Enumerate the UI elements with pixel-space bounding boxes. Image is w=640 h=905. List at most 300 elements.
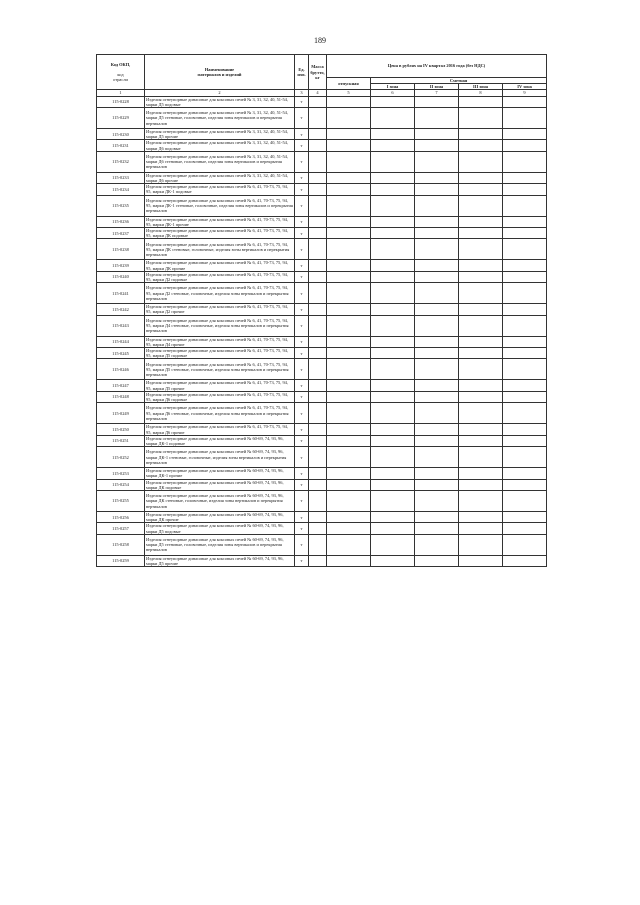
row-price-zone-4: [503, 403, 547, 424]
row-price-otpusk: [327, 555, 371, 566]
row-unit: т: [295, 283, 309, 304]
row-unit: т: [295, 403, 309, 424]
row-name: Изделия огнеупорные динасовые для коксовых печей № 6, 41, 70-73, 75, 94, 95, марки Д4 стеновые, головочные, изделия зоны вертикалов и перекрытия вертикалов: [145, 315, 295, 336]
row-mass: [309, 391, 327, 402]
row-mass: [309, 140, 327, 151]
row-code: 115-0238: [97, 239, 145, 260]
row-price-zone-1: [371, 490, 415, 511]
table-row: [97, 271, 547, 282]
row-price-zone-1: [371, 391, 415, 402]
row-price-zone-2: [415, 359, 459, 380]
row-price-otpusk: [327, 523, 371, 534]
row-price-zone-4: [503, 359, 547, 380]
row-code: 115-0244: [97, 336, 145, 347]
row-code: 115-0247: [97, 380, 145, 391]
row-name: Изделия огнеупорные динасовые для коксовых печей № 6, 41, 70-73, 75, 94, 95, марки Д6 прочие: [145, 424, 295, 435]
row-price-zone-4: [503, 315, 547, 336]
row-code: 115-0228: [97, 96, 145, 107]
row-price-otpusk: [327, 108, 371, 129]
row-price-zone-3: [459, 403, 503, 424]
row-price-zone-3: [459, 534, 503, 555]
row-price-zone-1: [371, 468, 415, 479]
row-price-zone-3: [459, 479, 503, 490]
row-code: 115-0257: [97, 523, 145, 534]
row-code: 115-0240: [97, 271, 145, 282]
header-code: Код ОКП, код отрасли: [97, 55, 145, 90]
row-price-zone-3: [459, 151, 503, 172]
row-mass: [309, 260, 327, 271]
row-price-zone-4: [503, 216, 547, 227]
row-unit: т: [295, 260, 309, 271]
row-price-otpusk: [327, 348, 371, 359]
row-price-zone-1: [371, 172, 415, 183]
table-row: [97, 239, 547, 260]
row-mass: [309, 184, 327, 195]
row-price-zone-2: [415, 403, 459, 424]
row-mass: [309, 523, 327, 534]
row-price-otpusk: [327, 184, 371, 195]
row-code: 115-0250: [97, 424, 145, 435]
row-mass: [309, 304, 327, 315]
header-zone-1: I зона: [371, 84, 415, 90]
header-zone-3: III зона: [459, 84, 503, 90]
table-header: [97, 55, 547, 97]
row-code: 115-0246: [97, 359, 145, 380]
row-mass: [309, 96, 327, 107]
row-unit: т: [295, 172, 309, 183]
row-price-otpusk: [327, 468, 371, 479]
row-price-otpusk: [327, 239, 371, 260]
row-price-zone-3: [459, 315, 503, 336]
row-price-otpusk: [327, 534, 371, 555]
row-unit: т: [295, 108, 309, 129]
row-unit: т: [295, 447, 309, 468]
row-name: Изделия огнеупорные динасовые для коксовых печей № 3, 31, 32, 40, 51-54, марки Д5 подовые: [145, 96, 295, 107]
table-row: [97, 490, 547, 511]
table-row: [97, 479, 547, 490]
table-row: [97, 336, 547, 347]
row-name: Изделия огнеупорные динасовые для коксовых печей № 3, 31, 32, 40, 51-54, марки Д6 подовые: [145, 140, 295, 151]
row-mass: [309, 555, 327, 566]
row-name: Изделия огнеупорные динасовые для коксовых печей № 60-69, 74, 93, 96, марки Д5 прочие: [145, 555, 295, 566]
table-row: [97, 283, 547, 304]
row-price-zone-2: [415, 129, 459, 140]
row-price-zone-4: [503, 468, 547, 479]
row-price-zone-4: [503, 108, 547, 129]
row-price-zone-1: [371, 336, 415, 347]
row-price-zone-2: [415, 468, 459, 479]
row-price-otpusk: [327, 336, 371, 347]
row-mass: [309, 315, 327, 336]
row-code: 115-0241: [97, 283, 145, 304]
row-price-zone-1: [371, 108, 415, 129]
table-row: [97, 304, 547, 315]
row-code: 115-0255: [97, 490, 145, 511]
row-price-zone-1: [371, 140, 415, 151]
row-price-zone-4: [503, 447, 547, 468]
row-price-zone-2: [415, 534, 459, 555]
row-price-otpusk: [327, 447, 371, 468]
row-price-zone-2: [415, 380, 459, 391]
row-code: 115-0232: [97, 151, 145, 172]
row-name: Изделия огнеупорные динасовые для коксовых печей № 6, 41, 70-73, 75, 94, 95, марки ДК-1 подовые: [145, 184, 295, 195]
row-price-zone-1: [371, 359, 415, 380]
table-row: [97, 315, 547, 336]
table-row: [97, 435, 547, 446]
table-row: [97, 523, 547, 534]
row-price-otpusk: [327, 172, 371, 183]
row-mass: [309, 271, 327, 282]
row-mass: [309, 151, 327, 172]
row-unit: т: [295, 195, 309, 216]
row-price-zone-2: [415, 479, 459, 490]
row-mass: [309, 468, 327, 479]
row-mass: [309, 490, 327, 511]
row-price-zone-4: [503, 260, 547, 271]
row-price-otpusk: [327, 479, 371, 490]
row-code: 115-0230: [97, 129, 145, 140]
row-price-zone-4: [503, 424, 547, 435]
row-name: Изделия огнеупорные динасовые для коксовых печей № 60-69, 74, 93, 96, марки ДК-1 прочие: [145, 468, 295, 479]
row-price-zone-2: [415, 523, 459, 534]
row-price-zone-4: [503, 228, 547, 239]
table-row: [97, 108, 547, 129]
row-name: Изделия огнеупорные динасовые для коксовых печей № 60-69, 74, 93, 96, марки ДК-1 подовые: [145, 435, 295, 446]
row-price-zone-1: [371, 239, 415, 260]
row-price-zone-3: [459, 129, 503, 140]
row-price-zone-4: [503, 96, 547, 107]
row-price-zone-1: [371, 283, 415, 304]
row-price-zone-3: [459, 435, 503, 446]
row-name: Изделия огнеупорные динасовые для коксовых печей № 6, 41, 70-73, 75, 94, 95, марки Д5 подовые: [145, 348, 295, 359]
row-code: 115-0256: [97, 511, 145, 522]
row-mass: [309, 447, 327, 468]
row-price-otpusk: [327, 271, 371, 282]
row-mass: [309, 108, 327, 129]
row-mass: [309, 359, 327, 380]
row-price-otpusk: [327, 490, 371, 511]
row-unit: т: [295, 511, 309, 522]
row-name: Изделия огнеупорные динасовые для коксовых печей № 6, 41, 70-73, 75, 94, 95, марки Д2 стеновые, головочные, изделия зоны вертикалов и перекрытия вертикалов: [145, 283, 295, 304]
row-price-zone-4: [503, 172, 547, 183]
column-index: 2: [145, 90, 295, 96]
row-price-zone-2: [415, 315, 459, 336]
row-code: 115-0253: [97, 468, 145, 479]
page-number: 189: [314, 36, 326, 45]
row-code: 115-0229: [97, 108, 145, 129]
row-price-zone-4: [503, 511, 547, 522]
row-price-zone-1: [371, 403, 415, 424]
table-row: [97, 228, 547, 239]
row-code: 115-0258: [97, 534, 145, 555]
row-unit: т: [295, 490, 309, 511]
row-price-zone-4: [503, 271, 547, 282]
row-name: Изделия огнеупорные динасовые для коксовых печей № 6, 41, 70-73, 75, 94, 95, марки ДК стеновые, головочные, изделия зоны вертикалов и перекрытия вертикалов: [145, 239, 295, 260]
row-price-otpusk: [327, 216, 371, 227]
row-price-zone-2: [415, 271, 459, 282]
table-row: [97, 380, 547, 391]
table-row: [97, 129, 547, 140]
price-table: [96, 54, 547, 567]
row-mass: [309, 479, 327, 490]
row-mass: [309, 172, 327, 183]
column-index: 9: [503, 90, 547, 96]
column-index: 1: [97, 90, 145, 96]
row-price-zone-1: [371, 304, 415, 315]
row-price-zone-2: [415, 108, 459, 129]
row-mass: [309, 129, 327, 140]
row-unit: т: [295, 151, 309, 172]
row-code: 115-0235: [97, 195, 145, 216]
row-price-zone-4: [503, 555, 547, 566]
row-mass: [309, 336, 327, 347]
table-row: [97, 555, 547, 566]
column-index: 5: [327, 90, 371, 96]
row-price-zone-4: [503, 239, 547, 260]
row-code: 115-0243: [97, 315, 145, 336]
row-name: Изделия огнеупорные динасовые для коксовых печей № 60-69, 74, 93, 96, марки ДК-1 стеновые, головочные, изделия зоны вертикалов и перекрытия вертикалов: [145, 447, 295, 468]
row-unit: т: [295, 271, 309, 282]
row-price-zone-1: [371, 511, 415, 522]
row-unit: т: [295, 424, 309, 435]
row-unit: т: [295, 96, 309, 107]
row-price-zone-3: [459, 490, 503, 511]
row-code: 115-0233: [97, 172, 145, 183]
column-index: 7: [415, 90, 459, 96]
row-unit: т: [295, 184, 309, 195]
row-mass: [309, 403, 327, 424]
row-price-zone-1: [371, 260, 415, 271]
row-unit: т: [295, 228, 309, 239]
row-price-zone-3: [459, 304, 503, 315]
row-unit: т: [295, 239, 309, 260]
table-row: [97, 534, 547, 555]
row-price-zone-4: [503, 523, 547, 534]
row-price-zone-2: [415, 336, 459, 347]
row-price-zone-3: [459, 216, 503, 227]
row-price-otpusk: [327, 391, 371, 402]
row-price-zone-2: [415, 184, 459, 195]
row-name: Изделия огнеупорные динасовые для коксовых печей № 6, 41, 70-73, 75, 94, 95, марки Д4 прочие: [145, 336, 295, 347]
row-unit: т: [295, 129, 309, 140]
row-code: 115-0231: [97, 140, 145, 151]
row-price-zone-3: [459, 96, 503, 107]
row-mass: [309, 424, 327, 435]
column-index: 4: [309, 90, 327, 96]
row-price-zone-3: [459, 511, 503, 522]
row-price-zone-4: [503, 336, 547, 347]
row-price-zone-2: [415, 435, 459, 446]
row-price-zone-2: [415, 140, 459, 151]
row-price-zone-3: [459, 447, 503, 468]
row-name: Изделия огнеупорные динасовые для коксовых печей № 6, 41, 70-73, 75, 94, 95, марки ДК прочие: [145, 260, 295, 271]
column-index: 3: [295, 90, 309, 96]
row-price-zone-2: [415, 490, 459, 511]
row-price-zone-3: [459, 348, 503, 359]
row-name: Изделия огнеупорные динасовые для коксовых печей № 3, 31, 32, 40, 51-54, марки Д6 прочие: [145, 172, 295, 183]
row-price-otpusk: [327, 283, 371, 304]
row-price-zone-2: [415, 348, 459, 359]
row-price-otpusk: [327, 511, 371, 522]
row-unit: т: [295, 216, 309, 227]
row-price-zone-2: [415, 195, 459, 216]
row-name: Изделия огнеупорные динасовые для коксовых печей № 3, 31, 32, 40, 51-54, марки Д6 стеновые, головочные, изделия зоны вертикалов и перекрытия вертикалов: [145, 151, 295, 172]
row-name: Изделия огнеупорные динасовые для коксовых печей № 60-69, 74, 93, 96, марки ДК стеновые, головочные, изделия зоны вертикалов и перекрытия вертикалов: [145, 490, 295, 511]
row-price-zone-3: [459, 140, 503, 151]
row-name: Изделия огнеупорные динасовые для коксовых печей № 6, 41, 70-73, 75, 94, 95, марки Д5 стеновые, головочные, изделия зоны вертикалов и перекрытия вертикалов: [145, 359, 295, 380]
table-row: [97, 184, 547, 195]
row-name: Изделия огнеупорные динасовые для коксовых печей № 6, 41, 70-73, 75, 94, 95, марки Д5 прочие: [145, 380, 295, 391]
row-unit: т: [295, 380, 309, 391]
row-price-zone-1: [371, 228, 415, 239]
row-price-zone-4: [503, 391, 547, 402]
row-price-zone-2: [415, 151, 459, 172]
row-price-zone-4: [503, 534, 547, 555]
row-price-otpusk: [327, 260, 371, 271]
row-name: Изделия огнеупорные динасовые для коксовых печей № 6, 41, 70-73, 75, 94, 95, марки Д6 подовые: [145, 391, 295, 402]
row-price-zone-1: [371, 447, 415, 468]
table-row: [97, 424, 547, 435]
row-price-zone-2: [415, 96, 459, 107]
row-unit: т: [295, 391, 309, 402]
row-price-zone-3: [459, 380, 503, 391]
table-row: [97, 172, 547, 183]
row-unit: т: [295, 315, 309, 336]
table-row: [97, 140, 547, 151]
row-code: 115-0245: [97, 348, 145, 359]
row-price-zone-1: [371, 435, 415, 446]
row-price-zone-1: [371, 315, 415, 336]
row-code: 115-0251: [97, 435, 145, 446]
row-price-zone-3: [459, 108, 503, 129]
row-price-zone-1: [371, 523, 415, 534]
row-unit: т: [295, 348, 309, 359]
row-code: 115-0239: [97, 260, 145, 271]
row-price-otpusk: [327, 403, 371, 424]
table-row: [97, 403, 547, 424]
row-price-zone-3: [459, 424, 503, 435]
table-row: [97, 348, 547, 359]
row-price-otpusk: [327, 129, 371, 140]
row-price-zone-3: [459, 468, 503, 479]
row-name: Изделия огнеупорные динасовые для коксовых печей № 6, 41, 70-73, 75, 94, 95, марки ДК подовые: [145, 228, 295, 239]
row-code: 115-0234: [97, 184, 145, 195]
row-unit: т: [295, 359, 309, 380]
row-price-zone-3: [459, 271, 503, 282]
table-row: [97, 447, 547, 468]
row-price-otpusk: [327, 435, 371, 446]
header-zone-4: IV зона: [503, 84, 547, 90]
row-mass: [309, 283, 327, 304]
row-mass: [309, 348, 327, 359]
table-row: [97, 195, 547, 216]
table-row: [97, 511, 547, 522]
row-unit: т: [295, 140, 309, 151]
row-name: Изделия огнеупорные динасовые для коксовых печей № 3, 31, 32, 40, 51-54, марки Д5 прочие: [145, 129, 295, 140]
row-price-zone-2: [415, 172, 459, 183]
row-price-zone-2: [415, 447, 459, 468]
row-unit: т: [295, 468, 309, 479]
row-code: 115-0249: [97, 403, 145, 424]
row-mass: [309, 195, 327, 216]
row-price-zone-2: [415, 511, 459, 522]
row-price-zone-4: [503, 151, 547, 172]
row-code: 115-0252: [97, 447, 145, 468]
row-price-zone-3: [459, 260, 503, 271]
row-name: Изделия огнеупорные динасовые для коксовых печей № 6, 41, 70-73, 75, 94, 95, марки ДК-1 стеновые, головочные, изделия зоны вертикалов и перекрытия вертикалов: [145, 195, 295, 216]
row-price-zone-1: [371, 479, 415, 490]
row-price-zone-1: [371, 216, 415, 227]
row-unit: т: [295, 534, 309, 555]
row-price-zone-4: [503, 304, 547, 315]
header-otpusk: отпускная: [327, 78, 371, 90]
row-code: 115-0237: [97, 228, 145, 239]
row-price-zone-1: [371, 195, 415, 216]
row-price-zone-4: [503, 380, 547, 391]
table-row: [97, 359, 547, 380]
row-price-zone-4: [503, 479, 547, 490]
row-price-zone-1: [371, 380, 415, 391]
row-name: Изделия огнеупорные динасовые для коксовых печей № 60-69, 74, 93, 96, марки Д5 стеновые, головочные, изделия зоны вертикалов и перекрытия вертикалов: [145, 534, 295, 555]
row-price-zone-2: [415, 260, 459, 271]
row-mass: [309, 435, 327, 446]
row-code: 115-0248: [97, 391, 145, 402]
row-price-otpusk: [327, 380, 371, 391]
row-code: 115-0259: [97, 555, 145, 566]
table-row: [97, 260, 547, 271]
row-price-zone-3: [459, 172, 503, 183]
row-price-otpusk: [327, 424, 371, 435]
row-price-otpusk: [327, 228, 371, 239]
row-mass: [309, 216, 327, 227]
header-price-title: Цена в рублях на IV квартал 2016 года (без НДС): [327, 55, 547, 78]
row-price-zone-4: [503, 129, 547, 140]
row-price-otpusk: [327, 304, 371, 315]
row-unit: т: [295, 523, 309, 534]
header-mass: Масса брутто, кг: [309, 55, 327, 90]
row-price-zone-4: [503, 435, 547, 446]
row-price-zone-1: [371, 271, 415, 282]
row-price-zone-1: [371, 424, 415, 435]
row-price-zone-3: [459, 195, 503, 216]
row-price-zone-1: [371, 184, 415, 195]
row-price-zone-2: [415, 228, 459, 239]
row-price-zone-4: [503, 184, 547, 195]
row-price-zone-4: [503, 283, 547, 304]
row-mass: [309, 511, 327, 522]
row-name: Изделия огнеупорные динасовые для коксовых печей № 60-69, 74, 93, 96, марки Д5 подовые: [145, 523, 295, 534]
row-price-zone-2: [415, 424, 459, 435]
row-price-otpusk: [327, 195, 371, 216]
row-price-otpusk: [327, 315, 371, 336]
row-price-otpusk: [327, 96, 371, 107]
row-price-zone-4: [503, 348, 547, 359]
row-unit: т: [295, 336, 309, 347]
row-price-zone-3: [459, 283, 503, 304]
row-price-zone-2: [415, 239, 459, 260]
row-name: Изделия огнеупорные динасовые для коксовых печей № 6, 41, 70-73, 75, 94, 95, марки Д2 прочие: [145, 304, 295, 315]
row-price-zone-1: [371, 96, 415, 107]
row-price-zone-4: [503, 490, 547, 511]
row-mass: [309, 228, 327, 239]
row-name: Изделия огнеупорные динасовые для коксовых печей № 3, 31, 32, 40, 51-54, марки Д5 стеновые, головочные, изделия зоны вертикалов и перекрытия вертикалов: [145, 108, 295, 129]
column-index: 8: [459, 90, 503, 96]
table-row: [97, 151, 547, 172]
row-price-zone-3: [459, 184, 503, 195]
row-price-zone-1: [371, 129, 415, 140]
row-unit: т: [295, 304, 309, 315]
row-mass: [309, 534, 327, 555]
